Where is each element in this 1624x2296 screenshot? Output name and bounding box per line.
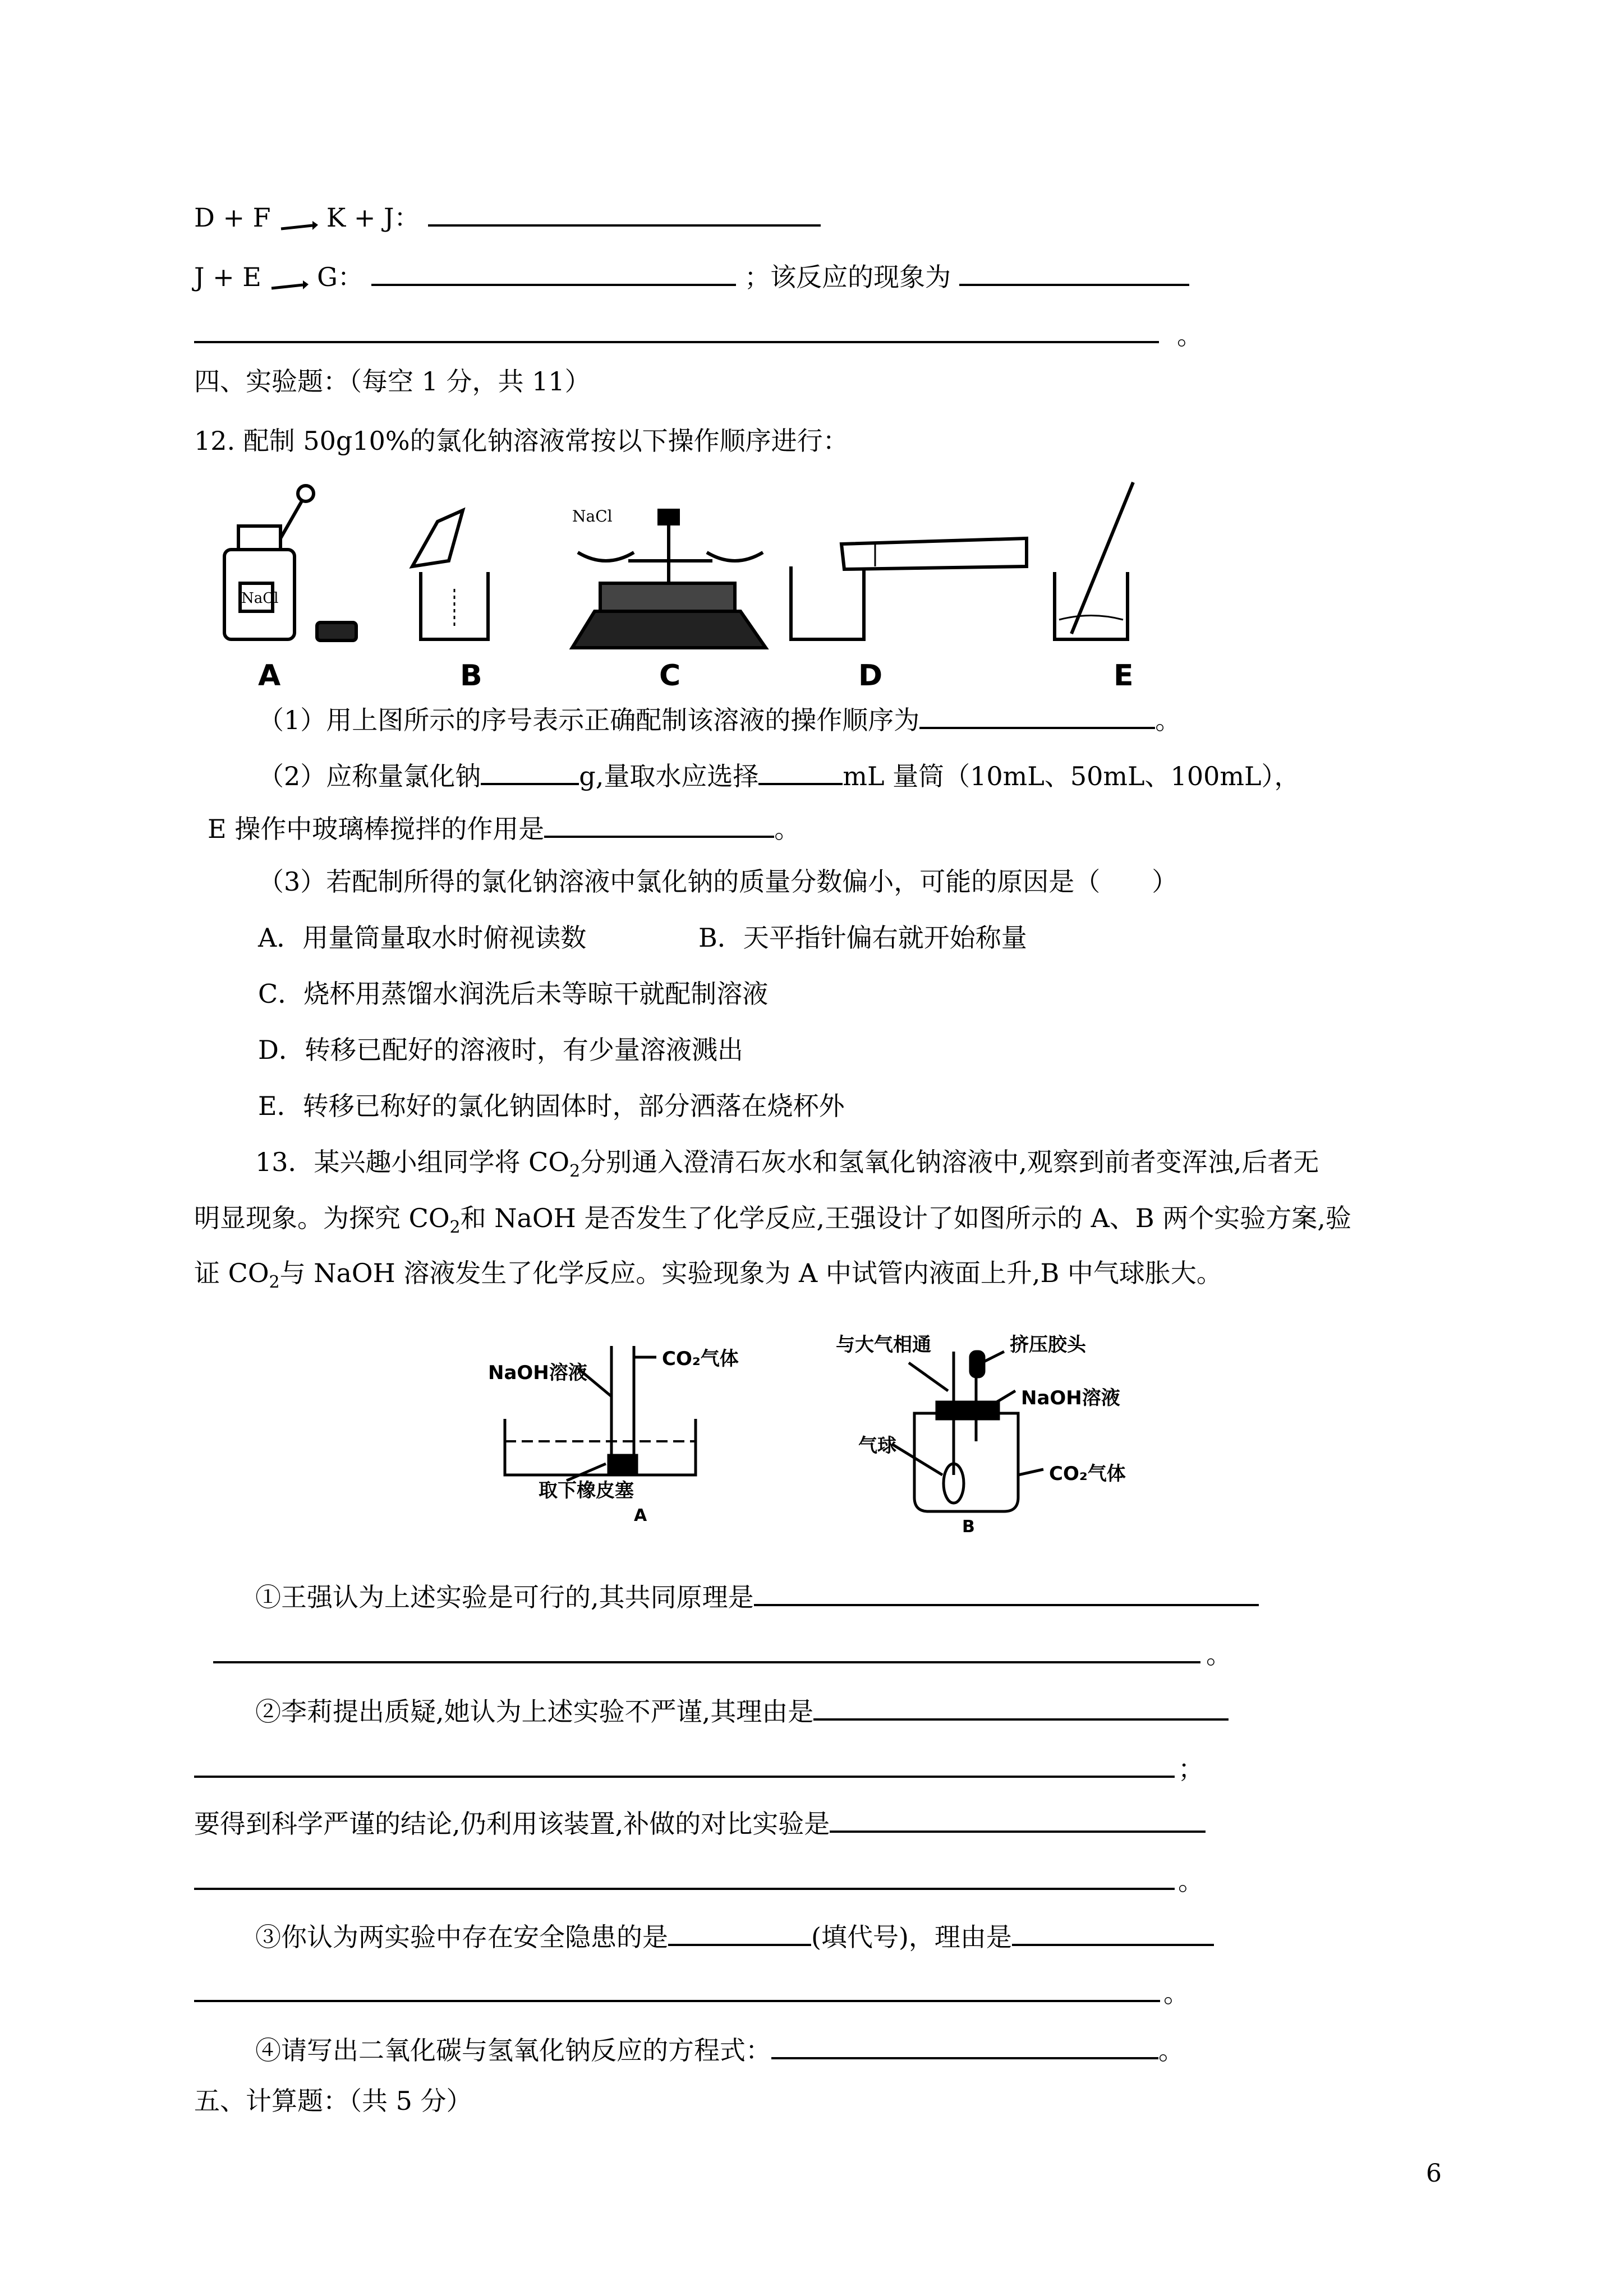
q12-option-c: C．烧杯用蒸馏水润洗后未等晾干就配制溶液 (258, 979, 769, 1009)
answer-blank[interactable] (194, 2000, 1160, 2002)
semicolon: ； (1178, 1754, 1204, 1784)
q13-l3a: 证 CO (194, 1258, 269, 1288)
answer-blank[interactable] (758, 756, 843, 785)
eq2-left: J + E (194, 262, 261, 292)
answer-blank[interactable] (428, 197, 821, 227)
answer-blank[interactable] (194, 1888, 1175, 1890)
section-4-title: 四、实验题：（每空 1 分，共 11） (194, 366, 591, 397)
q12-part2b (208, 809, 800, 846)
page-number: 6 (1426, 2159, 1442, 2188)
fig-label-c: C (659, 659, 681, 693)
fig-a-stopper-label: 取下橡皮塞 (539, 1479, 634, 1502)
lab-apparatus-illustration (213, 477, 1212, 701)
q13-sub1-text: ①王强认为上述实验是可行的,其共同原理是 (255, 1582, 754, 1612)
answer-blank[interactable] (830, 1804, 1206, 1833)
answer-blank[interactable] (194, 1776, 1175, 1778)
answer-blank[interactable] (919, 700, 1155, 729)
q13-l1b: 分别通入澄清石灰水和氢氧化钠溶液中,观察到前者变浑浊,后者无 (580, 1147, 1319, 1177)
fig-a-co2-label: CO₂气体 (662, 1348, 739, 1370)
q13-line-1 (255, 1145, 1319, 1188)
answer-blank[interactable] (544, 809, 774, 838)
q13-sub3-a: ③你认为两实验中存在安全隐患的是 (255, 1922, 668, 1952)
fig-a-label: A (634, 1506, 647, 1525)
fig-label-d: D (858, 659, 883, 693)
q12-part2-b: g,量取水应选择 (579, 761, 759, 791)
eq2-end: 。 (1177, 320, 1203, 351)
q13-line-3 (194, 1256, 1222, 1299)
q13-sub4 (255, 2030, 1184, 2067)
period: 。 (1158, 2035, 1184, 2066)
answer-blank[interactable] (481, 756, 579, 785)
q13-sub2 (255, 1691, 1229, 1728)
q13-sub2b (194, 1804, 1206, 1841)
eq1-right: K + J： (326, 202, 420, 233)
q13-l3b: 与 NaOH 溶液发生了化学反应。实验现象为 A 中试管内液面上升,B 中气球胀大。 (279, 1258, 1222, 1288)
q12-option-d: D．转移已配好的溶液时，有少量溶液溅出 (258, 1035, 743, 1065)
q13-figure-a (488, 1335, 774, 1537)
q12-figure (213, 477, 1212, 701)
q13-sub4-text: ④请写出二氧化碳与氢氧化钠反应的方程式： (255, 2035, 771, 2066)
nacl-balance-label: NaCl (572, 507, 613, 525)
q13-l2a: 明显现象。为探究 CO (194, 1203, 450, 1233)
fig-b-squeeze-label: 挤压胶头 (1010, 1334, 1086, 1356)
fig-label-a: A (258, 659, 281, 693)
q12-part3: （3）若配制所得的氯化钠溶液中氯化钠的质量分数偏小，可能的原因是（ ） (258, 866, 1178, 897)
q12-part1 (258, 700, 1181, 737)
q13-figure-b (836, 1329, 1172, 1542)
fig-a-naoh-label: NaOH溶液 (488, 1362, 587, 1384)
fig-label-b: B (460, 659, 482, 693)
fig-b-co2-label: CO₂气体 (1049, 1463, 1126, 1485)
subscript: 2 (269, 1273, 280, 1293)
q12-option-a: A．用量筒量取水时俯视读数 (258, 923, 587, 953)
q12-part2-a: （2）应称量氯化钠 (258, 761, 481, 791)
q12-stem: 12. 配制 50g10%的氯化钠溶液常按以下操作顺序进行： (194, 426, 849, 456)
arrow-icon (269, 277, 309, 294)
answer-blank[interactable] (668, 1917, 811, 1946)
answer-blank[interactable] (213, 1661, 1200, 1663)
q13-l2b: 和 NaOH 是否发生了化学反应,王强设计了如图所示的 A、B 两个实验方案,验 (460, 1203, 1351, 1233)
equation-line-1 (194, 197, 821, 234)
fig-label-e: E (1114, 659, 1134, 693)
fig-b-air-label: 与大气相通 (836, 1334, 931, 1356)
q12-part2b-text: E 操作中玻璃棒搅拌的作用是 (208, 814, 545, 844)
q12-part2-c: mL 量筒（10mL、50mL、100mL）， (843, 761, 1300, 791)
eq2-right: G： (317, 262, 364, 292)
q13-sub3-b: (填代号)，理由是 (811, 1922, 1012, 1952)
eq2-phenomenon-label: ；该反应的现象为 (744, 262, 951, 292)
answer-blank[interactable] (813, 1691, 1229, 1721)
q13-sub3 (255, 1917, 1214, 1954)
answer-blank[interactable] (371, 257, 736, 286)
answer-blank[interactable] (1012, 1917, 1214, 1946)
answer-blank[interactable] (194, 341, 1159, 343)
period: 。 (1178, 1866, 1204, 1896)
arrow-icon (279, 218, 318, 234)
q13-sub2-text: ②李莉提出质疑,她认为上述实验不严谨,其理由是 (255, 1696, 814, 1727)
q12-option-b: B．天平指针偏右就开始称量 (698, 923, 1027, 953)
period: 。 (1163, 1978, 1189, 2008)
fig-b-naoh-label: NaOH溶液 (1021, 1387, 1120, 1409)
fig-b-balloon-label: 气球 (858, 1435, 896, 1457)
answer-blank[interactable] (959, 257, 1189, 286)
section-5-title: 五、计算题：（共 5 分） (194, 2086, 472, 2116)
equation-line-2 (194, 257, 1189, 294)
q13-l1a: 13．某兴趣小组同学将 CO (255, 1147, 570, 1177)
q12-part2 (258, 756, 1300, 793)
subscript: 2 (569, 1161, 581, 1182)
fig-b-label: B (962, 1517, 975, 1537)
answer-blank[interactable] (771, 2030, 1158, 2059)
period: 。 (1155, 705, 1181, 735)
subscript: 2 (449, 1218, 461, 1238)
q13-line-2 (194, 1201, 1351, 1244)
eq1-left: D + F (194, 202, 271, 233)
nacl-jar-label: NaCl (241, 590, 279, 607)
period: 。 (1206, 1639, 1232, 1670)
q13-sub1 (255, 1577, 1259, 1614)
answer-blank[interactable] (754, 1577, 1259, 1606)
q12-option-e: E．转移已称好的氯化钠固体时，部分洒落在烧杯外 (258, 1091, 845, 1121)
period: 。 (774, 814, 801, 844)
q12-part1-text: （1）用上图所示的序号表示正确配制该溶液的操作顺序为 (258, 705, 920, 735)
q13-sub2b-text: 要得到科学严谨的结论,仍利用该装置,补做的对比实验是 (194, 1809, 830, 1839)
